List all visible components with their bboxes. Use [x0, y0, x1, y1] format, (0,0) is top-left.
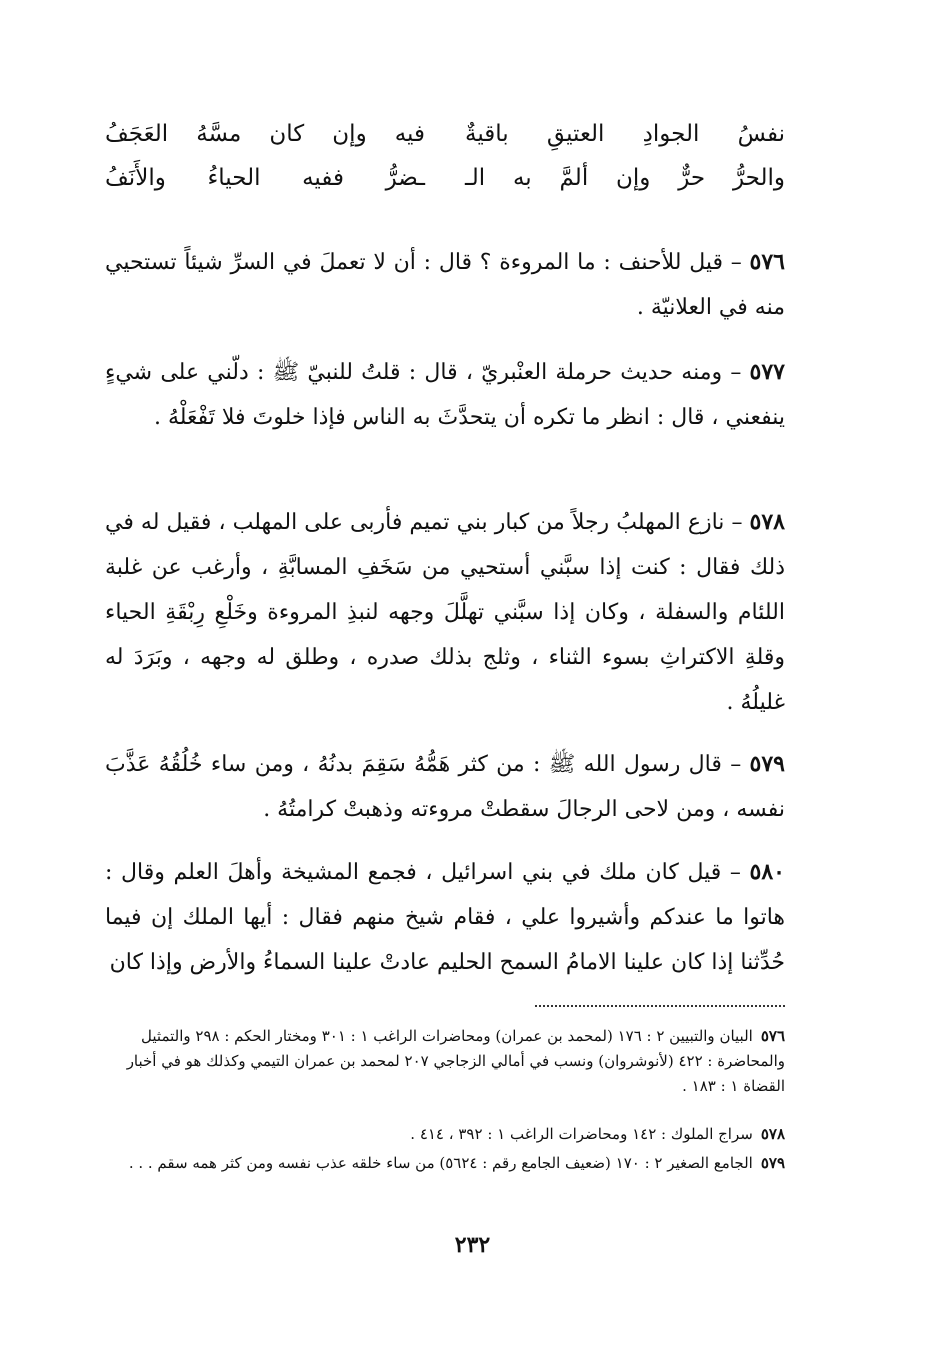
verse-2-second-hemistich: ـضرُّ ففيه الحياءُ والأَنَفُ [105, 165, 425, 191]
paragraph-number: ٥٨٠ [749, 859, 785, 885]
paragraph-text: – ومنه حديث حرملة العنْبريّ ، قال : قلتُ للنبيّ ﷺ : دلّني على شيءٍ ينفعني ، قال : انظر ما تكره أن يتحدَّثَ به الناس فإذا خلوتَ فلا تَفْعَلْهُ . [105, 360, 785, 430]
paragraph-number: ٥٧٨ [749, 509, 785, 535]
paragraph-579 [105, 742, 785, 832]
paragraph-text: – قيل للأحنف : ما المروءة ؟ قال : أن لا تعملَ في السرِّ شيئاً تستحيي منه في العلانيّة . [105, 250, 785, 320]
footnote-text: سراج الملوك : ١٤٢ ومحاضرات الراغب ١ : ٣٩٢ ، ٤١٤ . [410, 1125, 753, 1143]
footnote-divider [535, 1005, 785, 1007]
paragraph-576 [105, 240, 785, 330]
footnote-578 [105, 1122, 785, 1147]
page-number: ٢٣٢ [454, 1232, 491, 1258]
verse-line-1 [105, 112, 785, 156]
paragraph-577 [105, 350, 785, 440]
verse-2-first-hemistich: والحرُّ حرٌّ وإن ألمَّ به الـ [465, 165, 785, 191]
paragraph-text: – قيل كان ملك في بني اسرائيل ، فجمع المشيخة وأهلَ العلم وقال : هاتوا ما عندكم وأشيروا علي ، فقام شيخ منهم فقال : أيها الملك إن فيما حُدِّثنا إذا كان علينا الامامُ السمح الحليم عادتْ علينا السماءُ والأرض وإذا كان [105, 860, 785, 975]
paragraph-number: ٥٧٩ [749, 751, 785, 777]
paragraph-number: ٥٧٧ [749, 359, 785, 385]
paragraph-580 [105, 850, 785, 985]
footnote-text: البيان والتبيين ٢ : ١٧٦ (لمحمد بن عمران) ومحاضرات الراغب ١ : ٣٠١ ومختار الحكم : ٢٩٨ والتمثيل والمحاضرة : ٤٢٢ (لأنوشروان) ونسب في أمالي الزجاجي ٢٠٧ لمحمد بن عمران التيمي وكذلك هو في أخبار القضاة ١ : ١٨٣ . [126, 1027, 785, 1095]
footnote-number: ٥٧٦ [760, 1027, 785, 1045]
footnote-579 [105, 1151, 785, 1176]
footnote-576 [105, 1024, 785, 1099]
verse-1-first-hemistich: نفسُ الجوادِ العتيقِ باقيةٌ [465, 121, 785, 147]
footnote-number: ٥٧٩ [760, 1154, 785, 1172]
footnote-number: ٥٧٨ [760, 1125, 785, 1143]
paragraph-text: – قال رسول الله ﷺ : من كثر هَمُّهُ سَقِمَ بدنُهُ ، ومن ساء خُلُقُهُ عَذَّبَ نفسه ، ومن لاحى الرجالَ سقطتْ مروءته وذهبتْ كرامتُهُ . [105, 752, 785, 822]
poem-verse [105, 112, 785, 200]
paragraph-578 [105, 500, 785, 725]
footnote-text: الجامع الصغير ٢ : ١٧٠ (ضعيف الجامع رقم : ٥٦٢٤) من ساء خلقه عذب نفسه ومن كثر همه سقم . . . [128, 1154, 753, 1172]
verse-line-2 [105, 156, 785, 200]
verse-1-second-hemistich: فيه وإن كان مسَّهُ العَجَفُ [105, 121, 425, 147]
paragraph-number: ٥٧٦ [749, 249, 785, 275]
paragraph-text: – نازع المهلبُ رجلاً من كبار بني تميم فأربى على المهلب ، فقيل له في ذلك فقال : كنت إذا سبَّني أستحيي من سَخَفِ المسابَّةِ ، وأرغب عن غلبة اللئام والسفلة ، وكان إذا سبَّني تهلَّلَ وجهه لنبذِ المروءة وخَلْعِ رِبْقَةِ الحياء وقلةِ الاكتراثِ بسوء الثناء ، وثلج بذلك صدره ، وطلق له وجهه ، وبَرَدَ له غليلُهُ . [105, 510, 785, 715]
